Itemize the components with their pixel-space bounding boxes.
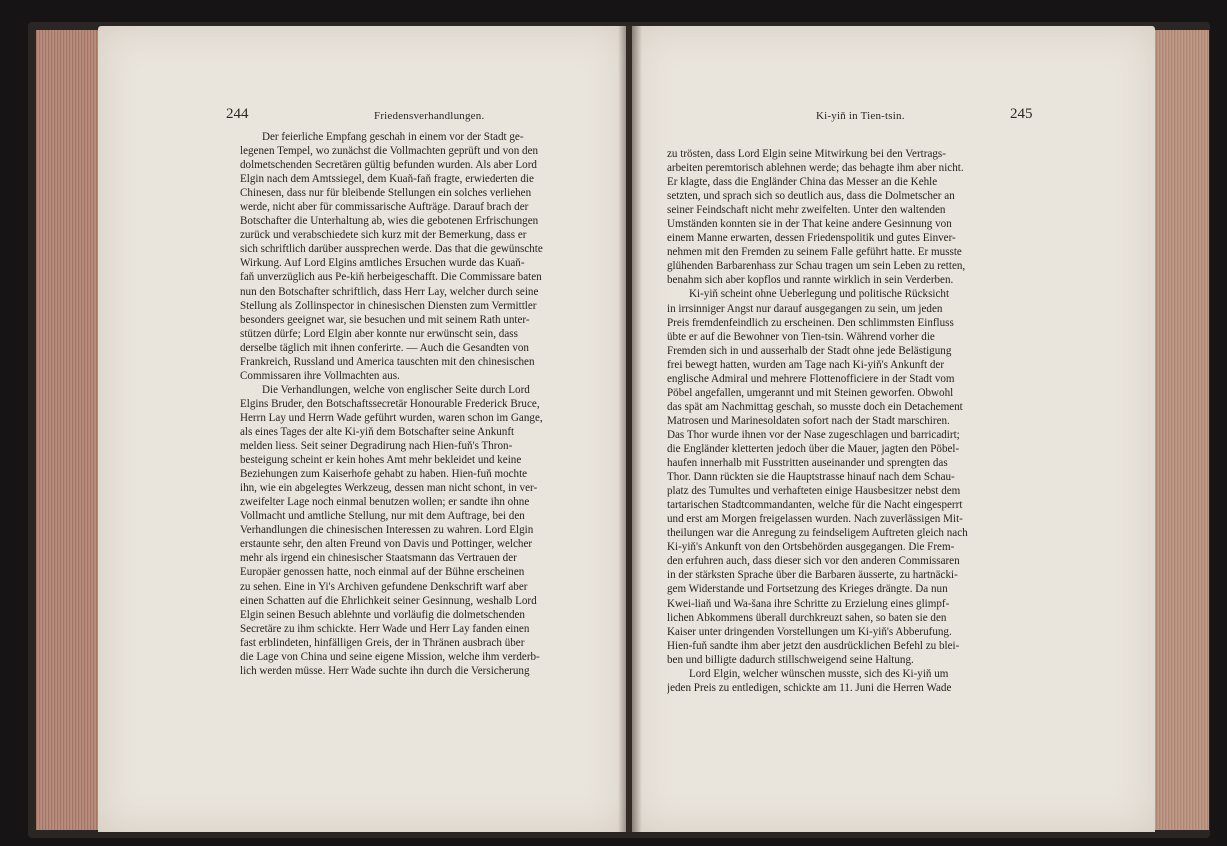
text-line: benahm sich aber kopflos und rannte wirklich in sein Verderben. [667, 274, 954, 287]
text-line: das spät am Nachmittag geschah, so musste doch ein Detachement [667, 400, 963, 413]
text-line: einen Schatten auf die Ehrlichkeit seiner Gesinnung, weshalb Lord [240, 594, 537, 607]
text-line: die Lage von China und seine eigene Mission, welche ihm verderb- [240, 650, 540, 663]
text-line: nehmen mit den Fremden zu seinem Falle geführt hatte. Er musste [667, 246, 962, 259]
text-line: haufen innerhalb mit Fusstritten auseinander und sprengten das [667, 457, 948, 470]
text-line: zu sehen. Eine in Yi's Archiven gefundene Denkschrift warf aber [240, 580, 528, 593]
text-line: Thor. Dann rückten sie die Hauptstrasse hinauf nach dem Schau- [667, 471, 955, 484]
text-line: nun den Botschafter schriftlich, dass Herr Lay, welcher durch seine [240, 285, 539, 298]
text-line: tartarischen Stadtcommandanten, welche für die Nacht eingesperrt [667, 499, 963, 512]
text-line: platz des Tumultes und verhafteten einige Hausbesitzer nebst dem [667, 485, 961, 498]
text-line: zu trösten, dass Lord Elgin seine Mitwirkung bei den Vertrags- [667, 148, 946, 160]
text-line: Beziehungen zum Kaiserhofe gehabt zu haben. Hien-fuň mochte [240, 468, 528, 481]
text-line: Das Thor wurde ihnen vor der Nase zugeschlagen und barricadirt; [667, 428, 960, 441]
text-line: in der stärksten Sprache über die Barbaren äusserte, zu hartnäcki- [667, 569, 958, 582]
text-line: übte er auf die Bewohner von Tien-tsin. Während vorher die [667, 330, 935, 343]
left-page-edges [36, 30, 98, 830]
left-page-number: 244 [226, 106, 249, 122]
text-line: Kwei-liaň und Wa-šana ihre Schritte zu Erzielung eines glimpf- [667, 597, 950, 610]
text-line: theilungen war die Anregung zu feindseligem Auftreten gleich nach [667, 527, 968, 540]
text-line: Botschafter die Unterhaltung ab, wies die gebotenen Erfrischungen [240, 215, 539, 228]
text-line: Der feierliche Empfang geschah in einem vor der Stadt ge- [262, 131, 524, 143]
text-line: Secretäre zu ihm schickte. Herr Wade und Herr Lay fanden einen [240, 622, 530, 635]
text-line: Ki-yiň scheint ohne Ueberlegung und politische Rücksicht [689, 288, 950, 301]
text-line: gem Widerstande und Fortsetzung des Krieges drängte. Da nun [667, 583, 948, 596]
text-line: Elgin nach dem Amtssiegel, dem Kuaň-faň fragte, erwiederten die [240, 173, 534, 186]
text-line: in irrsinniger Angst nur darauf ausgegangen zu sein, um jeden [667, 302, 943, 315]
text-line: Frankreich, Russland und America tauschten mit den chinesischen [240, 355, 535, 368]
text-line: besonders geeignet war, sie besuchen und mit seinem Rath unter- [240, 313, 530, 326]
text-line: Kaiser unter dringenden Vorstellungen um Ki-yiň's Abberufung. [667, 625, 952, 638]
text-line: Herrn Lay und Herrn Wade geführt wurden, waren schon im Gange, [240, 411, 543, 424]
text-line: Umständen konnten sie in der That keine andere Gesinnung von [667, 218, 952, 231]
text-line: Stellung als Zollinspector in chinesischen Diensten zum Vermittler [240, 299, 537, 312]
text-line: jeden Preis zu entledigen, schickte am 11. Juni die Herren Wade [667, 681, 952, 694]
text-line: legenen Tempel, wo zunächst die Vollmachten geprüft und von den [240, 145, 539, 158]
text-line: arbeiten peremtorisch ablehnen werde; das behagte ihm aber nicht. [667, 162, 964, 175]
text-line: fast erblindeten, hinfälligen Greis, der in Thränen ausbrach über [240, 636, 525, 649]
text-line: Lord Elgin, welcher wünschen musste, sich des Ki-yiň um [689, 667, 949, 680]
text-line: Preis fremdenfeindlich zu erscheinen. Den schlimmsten Einfluss [667, 316, 954, 329]
text-line: derselbe täglich mit ihnen conferirte. — Auch die Gesandten von [240, 341, 529, 354]
right-page-number: 245 [1010, 106, 1033, 122]
text-line: englische Admiral und mehrere Flottenofficiere in der Stadt vom [667, 372, 955, 385]
text-line: Wirkung. Auf Lord Elgins amtliches Ersuchen wurde das Kuaň- [240, 257, 525, 270]
right-page-edges [1153, 30, 1209, 830]
text-line: glühenden Barbarenhass zur Schau tragen um sein Leben zu retten, [667, 260, 966, 273]
text-line: werde, nicht aber für commissarische Aufträge. Darauf brach der [240, 201, 529, 214]
text-line: Commissaren ihre Vollmachten aus. [240, 369, 400, 382]
text-line: Europäer genossen hatte, noch einmal auf der Bühne erscheinen [240, 566, 525, 579]
text-line: setzten, und sprach sich so deutlich aus, dass die Dolmetscher an [667, 190, 955, 203]
text-line: dolmetschenden Secretären gültig befunden wurden. Als aber Lord [240, 159, 537, 172]
text-line: besteigung scheint er kein hohes Amt mehr bekleidet und keine [240, 454, 522, 467]
text-line: Die Verhandlungen, welche von englischer Seite durch Lord [262, 383, 530, 396]
right-running-header: Ki-yiň in Tien-tsin. [816, 110, 905, 122]
text-line: zweifelter Lage noch einmal benutzen wollen; er sandte ihn ohne [240, 496, 530, 509]
text-line: Verhandlungen die chinesischen Interessen zu wahren. Lord Elgin [240, 524, 534, 537]
book-gutter [618, 26, 642, 832]
left-page-body [240, 130, 586, 678]
text-line: stützen dürfe; Lord Elgin aber konnte nur erwünscht sein, dass [240, 327, 518, 340]
text-line: frei bewegt hatten, wurden am Tage nach Ki-yiň's Ankunft der [667, 358, 945, 371]
text-line: Elgins Bruder, den Botschaftssecretär Honourable Frederick Bruce, [240, 397, 540, 410]
text-line: ihn, wie ein abgelegtes Werkzeug, dessen man nicht schont, in ver- [240, 482, 538, 495]
left-running-header: Friedensverhandlungen. [374, 110, 485, 122]
text-line: Matrosen und Marinesoldaten sofort nach der Stadt marschiren. [667, 414, 950, 427]
text-line: Er klagte, dass die Engländer China das Messer an die Kehle [667, 176, 938, 189]
text-line: den erfuhren auch, dass dieser sich vor den anderen Commissaren [667, 555, 960, 568]
text-line: einem Manne erwarten, dessen Friedenspolitik und gutes Einver- [667, 232, 956, 245]
text-line: ben und billigte dadurch stillschweigend seine Haltung. [667, 653, 914, 666]
text-line: zurück und verabschiedete sich kurz mit der Bemerkung, dass er [240, 229, 527, 242]
text-line: Fremden sich in und ausserhalb der Stadt ohne jede Belästigung [667, 344, 952, 357]
text-line: Vollmacht und amtliche Stellung, nur mit dem Auftrage, bei den [240, 510, 525, 523]
text-line: erstaunte sehr, den alten Freund von Davis und Pottinger, welcher [240, 538, 533, 551]
text-line: sich schriftlich darüber aussprechen werde. Das that die gewünschte [240, 243, 543, 256]
text-line: lich werden müsse. Herr Wade suchte ihn durch die Versicherung [240, 664, 530, 677]
text-line: Hien-fuň sandte ihm aber jetzt den ausdrücklichen Befehl zu blei- [667, 639, 960, 652]
text-line: die Engländer kletterten jedoch über die Mauer, jagten den Pöbel- [667, 442, 960, 455]
text-line: als eines Tages der alte Ki-yiň dem Botschafter seine Ankunft [240, 425, 515, 438]
text-line: lichen Abkommens überall durchkreuzt sahen, so baten sie den [667, 611, 947, 624]
text-line: und erst am Morgen freigelassen wurden. Nach zuverlässigen Mit- [667, 513, 963, 526]
text-line: faň unverzüglich aus Pe-kiň herbeigeschafft. Die Commissare baten [240, 271, 542, 284]
right-page-body [667, 147, 1013, 695]
text-line: melden liess. Seit seiner Degradirung nach Hien-fuň's Thron- [240, 440, 513, 453]
text-line: Ki-yiň's Ankunft von den Ortsbehörden ausgegangen. Die Frem- [667, 541, 955, 554]
text-line: seiner Feindschaft nicht mehr zweifelten. Unter den waltenden [667, 204, 946, 217]
text-line: Elgin seinen Besuch ablehnte und vorläufig die dolmetschenden [240, 608, 525, 621]
text-line: mehr als irgend ein chinesischer Staatsmann das Vertrauen der [240, 552, 517, 565]
text-line: Chinesen, dass nur für bleibende Stellungen ein solches verliehen [240, 187, 532, 200]
text-line: Pöbel angefallen, umgerannt und mit Steinen geworfen. Obwohl [667, 386, 954, 399]
